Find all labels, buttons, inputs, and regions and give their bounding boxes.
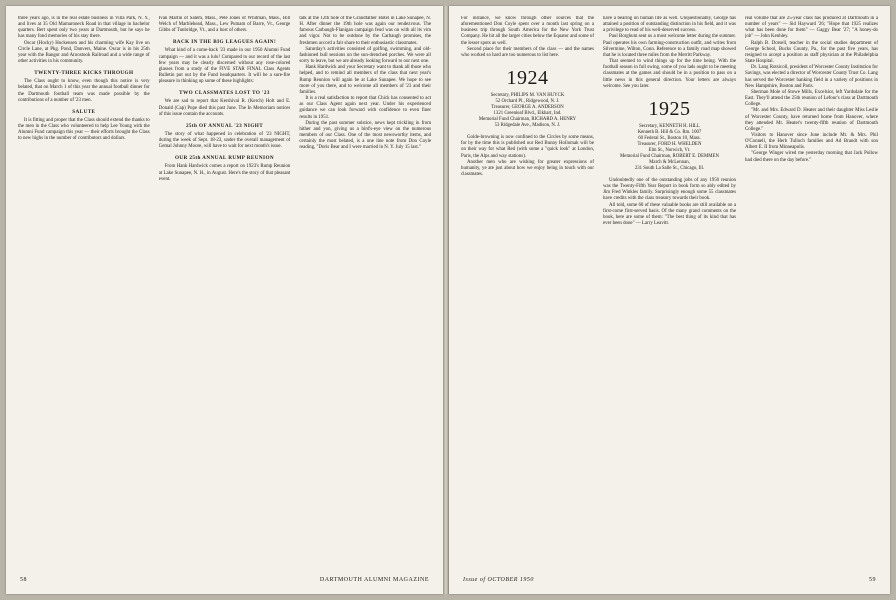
paragraph: All told, some 60 of these valuable books are still available on a first-come first-served basis. Of the many grand comments on the book, here are some of them: "The best thing of its kind that has ever been done" — Larry Leavitt. xyxy=(603,202,736,226)
paragraph: Ralph B. Dorsell, teacher in the social studies department of George School, Bucks County, Pa., for the past five years, has resigned to accept a position as staff physician at the Philadelphia State Hospital. xyxy=(745,40,878,65)
class-year-heading: 1925 xyxy=(648,97,691,120)
officer-line: Memorial Fund Chairman, RICHARD A. HENRY xyxy=(478,117,577,123)
left-column-3 xyxy=(299,16,431,568)
paragraph: have a bearing on human life as well. Unquestionably, George has attained a position of outstanding distinction in his field, and it was a privilege to read of his well-deserved success. xyxy=(603,16,736,34)
left-column-2 xyxy=(159,16,291,568)
officer-line: Memorial Fund Chairman, ROBERT E. DEMMEN xyxy=(620,153,719,159)
paragraph: "George Winger wired me yesterday morning that Jack Pollow had died there on the day before." xyxy=(745,151,878,163)
officer-line: March & McLennan, xyxy=(649,159,690,165)
paragraph: During the past summer solstice, news kept trickling in from hither and yon, giving us a bird's-eye view on the numerous members of our Class. One of the most newsworthy items, and certainly the most belated, is a one line note from Don Coyle reading, "Doris Bear and I were married in N. Y. July 15 last." xyxy=(299,120,432,151)
paragraph: Hank Hardwick and your Secretary want to thank all those who helped, and to remind all members of the class that next year's Rump Reunion will again be at Lake Sunapee. We hope to see more of you there, and to welcome all members of '23 and their families. xyxy=(299,65,432,95)
left-column-1 xyxy=(18,16,150,568)
right-column-2 xyxy=(603,16,736,568)
officer-line: Secretary, PHILIPS M. VAN HUYCK xyxy=(490,93,565,99)
right-page-footer xyxy=(463,574,876,586)
officer-line: Treasurer, GEORGE A. ANDERSON xyxy=(491,105,564,111)
paragraph: real volume that are 25-year class has produced at Dartmouth in a number of years" — Sid Hayward '26; "Hope that 1925 realizes what has been done for them" — Gaggy Bear '27; "A honey-do job" — John Kenhley. xyxy=(745,16,878,40)
officer-line: 53 Ridgedale Ave., Madison, N. J. xyxy=(494,123,561,129)
officer-line: 231 South La Salle St., Chicago, Ill. xyxy=(634,165,705,171)
paragraph: Ivan Martin of Salem, Mass., Pete Jones of Whitman, Mass., Bill Welch of Marblehead, Mass., Lew Putnam of Barre, Vt., George Gibbs of Tunbridge, Vt., and a host of others. xyxy=(158,16,291,34)
paragraph: Visitors to Hanover since June include Mr. & Mrs. Phil O'Connell, the Herb Tulloch families and Ad Brandt with son Albert E. II from Minneapolis. xyxy=(745,132,878,151)
section-heading: SALUTE xyxy=(72,108,96,115)
paragraph: What kind of a come-back '23 made in our 1950 Alumni Fund campaign — and it was a lulu! Compared to our record of the last few years may be clearly discerned without any rose-colored glasses from a study of the FIVE STAR FINAL Class Agents Bulletin put out by the Fund headquarters. It will be a sure-fire pleasure in thinking up some of these highlights: xyxy=(158,48,291,85)
running-head: DARTMOUTH ALUMNI MAGAZINE xyxy=(319,577,429,583)
paragraph: Second place for their members of the class — and the names who worked so hard are too numerous to list here. xyxy=(461,46,594,58)
officer-line: Secretary, KENNETH H. HILL xyxy=(639,123,700,129)
left-page-footer xyxy=(20,574,429,586)
page-number: 58 xyxy=(20,577,27,583)
paragraph: We are sad to report that Kershival R. (Kerch) Holt and E. Donald (Cap) Pope died this past June. The In Memoriam notices of this issue contain the accounts. xyxy=(158,99,291,117)
page-number: 59 xyxy=(869,577,876,583)
officer-line: 1321 Greenleaf Blvd., Elkhart, Ind. xyxy=(493,111,562,117)
officer-line: Treasurer, FORD H. WHELDEN xyxy=(637,141,702,147)
paragraph: It is a real satisfaction to report that Chick has consented to act as our Class Agent again next year. Under his experienced guidance we can look forward with confidence to even finer results in 1951. xyxy=(299,96,432,120)
paragraph: Dr. Lang Rotsicoll, president of Worcester County Institution for Savings, was elected a director of Worcester County Trust Co. Lang has served the Worcester banking field in a variety of positions in New Hampshire, Boston and Paris. xyxy=(745,65,878,89)
paragraph: Undoubtedly one of the outstanding jobs of any 1950 reunion was the Twenty-Fifth Year Report in book form so ably edited by Jim Fred Winkles family. Surprisingly enough some 55 classmates have credits with the class treasury towards their book. xyxy=(603,177,736,202)
right-column-3 xyxy=(745,16,878,568)
class-year-heading: 1924 xyxy=(506,67,549,90)
class-officers xyxy=(461,93,594,129)
section-heading: TWO CLASSMATES LOST TO '23 xyxy=(179,90,270,97)
running-head: Issue of OCTOBER 1950 xyxy=(463,577,534,583)
section-heading: BACK IN THE BIG LEAGUES AGAIN! xyxy=(172,39,277,46)
paragraph: three years ago, is in the real estate business in Villa Park, N. Y., and lives at 35 Old Mamaroneck Road in that village in bachelor quarters. Bert spent only two years at Dartmouth, but he says he has many fond memories of his stay there. xyxy=(18,16,150,40)
paragraph: Sherman Mole of Stowe Mills, Excelsior, left Yardsdale for the East. They'll attend the 25th reunion of Lefour's class at Dartmouth College. xyxy=(745,89,878,108)
right-column-1 xyxy=(461,16,594,568)
officer-line: 60 Federal St., Boston 10, Mass. xyxy=(638,135,701,141)
paragraph: The Class ought to know, even though this notice is very belated, that on March 1 of this year the annual football dinner for the Dartmouth football team was made possible by the contributions of a number of '23 men. xyxy=(18,79,150,103)
paragraph: Golde-browning is now confined to the Circles by some means, for by the time this is published our Red Bunny Hollomak will be on their way for what Red (with some a "quick look" at London, Paris, the Alps and way stations). xyxy=(461,135,594,159)
paragraph: From Hank Hardwick comes a report on 1923's Rump Reunion at Lake Sunapee, N. H., in August. Here's the story of that pleasant event. xyxy=(158,164,291,182)
officer-line: Kenneth B. Hill & Co. Rm. 1007 xyxy=(637,129,702,135)
paragraph: That seemed to wind things up for the time being. With the football season in full swing, some of you lads ought to be meeting classmates at the games and should be in a position to pass on a little news in this general direction. Your letters are always welcome. See you later. xyxy=(603,59,736,89)
paragraph: It is fitting and proper that the Class should extend the thanks to the men in the Class who volunteered to help Lee Young with the Alumni Fund campaign this year — their efforts brought the Class to new highs in the number of contributors and dollars. xyxy=(18,117,150,142)
section-heading: OUR 25th ANNUAL RUMP REUNION xyxy=(174,155,275,162)
officer-line: Elm St., Norwich, Vt. xyxy=(648,147,691,153)
section-heading: TWENTY-THREE KICKS THROUGH xyxy=(34,70,134,77)
left-page xyxy=(6,6,443,594)
paragraph: Another men who are wishing for greater expressions of humanity, ye ate just about how we enjoy being in touch with our classmates. xyxy=(461,159,594,178)
paragraph: talk at the 12th hole of the Grandfather Hotel in Lake Sunapee, N. H. After dinner the 19th hole was again our rendezvous. The famous Carbaugh-Flanigan campaign feud was on with all its vim and vigor. Not to be outdone by the Carbaugh promises, the freshmen accord a fair share to their enthusiastic classmates. xyxy=(299,16,432,46)
paragraph: For instance, we know through other sources that the aforementioned Don Coyle spent over a month last spring on a business trip through South America for the New York Trust Company. He hit all the larger cities below the Equator and some of the lesser spots as well. xyxy=(461,16,594,46)
paragraph: "Mr. and Mrs. Edward D. Heater and their daughter Miss Leslie of Worcester County, have returned home from Hanover, where they attended Mr. Heater's twenty-fifth reunion of Dartmouth College." xyxy=(745,108,878,132)
right-page-columns xyxy=(461,16,878,568)
paragraph: Paul Borghum sent us a most welcome letter during the summer. Paul operates his own farming-construction outfit, and writes from Silvermine, Wilton, Conn. Reference to a family road map showed that he is located three miles from the Merritt Parkway. xyxy=(603,34,736,58)
section-heading: 25th OF ANNUAL '23 NIGHT xyxy=(185,122,264,129)
paragraph: Oscar (Hocky) Hockensen and his charming wife Kay live on Circle Lane, at Pkg. Pond, Danvers, Maine. Oscar is in his 25th year with the Bangor and Aroostook Railroad and a wide range of other activities in his community. xyxy=(18,40,150,65)
paragraph: Saturday's activities consisted of golfing, swimming, and old-fashioned bull sessions on the sun-drenched porches. We were all sorry to leave, but we are already looking forward to our next one. xyxy=(299,46,432,65)
officer-line: 52 Orchard Pl., Ridgewood, N. J. xyxy=(495,99,560,105)
paragraph: The story of what happened in celebration of '23 NIGHT, during the week of Sept. 18-23, under the overall management of Gemal Johnny Moore, will have to wait for next month's issue. xyxy=(158,131,291,150)
left-page-columns xyxy=(18,16,431,568)
right-page xyxy=(449,6,890,594)
class-officers xyxy=(603,124,736,172)
